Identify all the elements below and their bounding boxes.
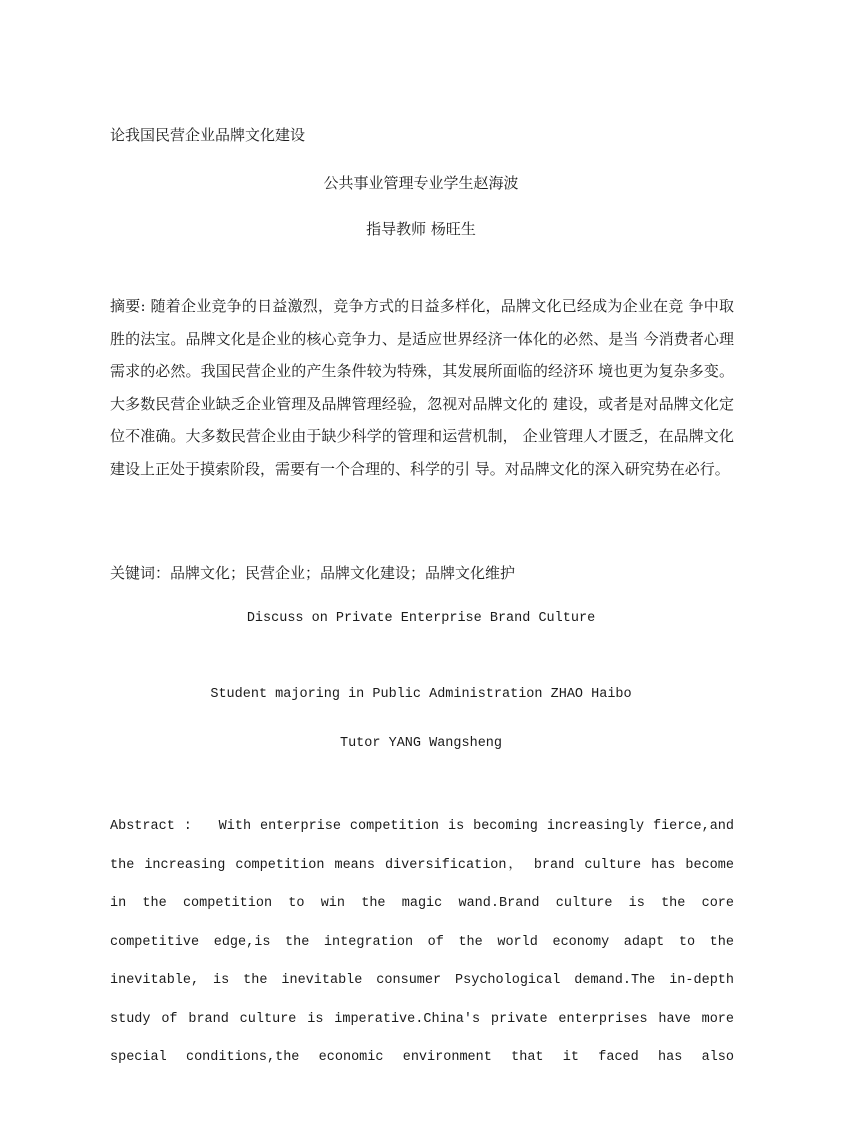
english-abstract-label: Abstract :: [110, 819, 192, 834]
chinese-title: 论我国民营企业品牌文化建设: [110, 126, 306, 144]
chinese-abstract: [110, 290, 734, 485]
english-abstract: [110, 808, 734, 1065]
english-abstract-text: With enterprise competition is becoming increasingly fierce,and the increasing competition means diversification， brand culture has become in the competition to win the magic wand.Brand culture is the core competitive edge,is the integration of the world economy adapt to the inevitable, is the inevitable consumer Psychological demand.The in-depth study of brand culture is imperative.China's private enterprises have more special conditions,the economic environment that it faced has also: [110, 819, 734, 1065]
chinese-tutor: 指导教师 杨旺生: [366, 220, 476, 238]
chinese-keywords: 关键词：品牌文化；民营企业；品牌文化建设；品牌文化维护: [110, 564, 516, 582]
chinese-author: 公共事业管理专业学生赵海波: [323, 174, 519, 192]
english-title: Discuss on Private Enterprise Brand Culture: [246, 611, 596, 626]
chinese-abstract-text: 随着企业竞争的日益激烈，竞争方式的日益多样化，品牌文化已经成为企业在竞 争中取胜的法宝。品牌文化是企业的核心竞争力、是适应世界经济一体化的必然、是当 今消费者心理需求的必然。我国民营企业的产生条件较为特殊，其发展所面临的经济环 境也更为复杂多变。大多数民营企业缺乏企业管理及品牌管理经验，忽视对品牌文化的 建设，或者是对品牌文化定位不准确。大多数民营企业由于缺少科学的管理和运营机制， 企业管理人才匮乏，在品牌文化建设上正处于摸索阶段，需要有一个合理的、科学的引 导。对品牌文化的深入研究势在必行。: [110, 297, 734, 478]
english-tutor: Tutor YANG Wangsheng: [339, 736, 503, 751]
chinese-abstract-label: 摘要:: [110, 297, 146, 315]
english-author: Student majoring in Public Administration ZHAO Haibo: [210, 687, 632, 702]
